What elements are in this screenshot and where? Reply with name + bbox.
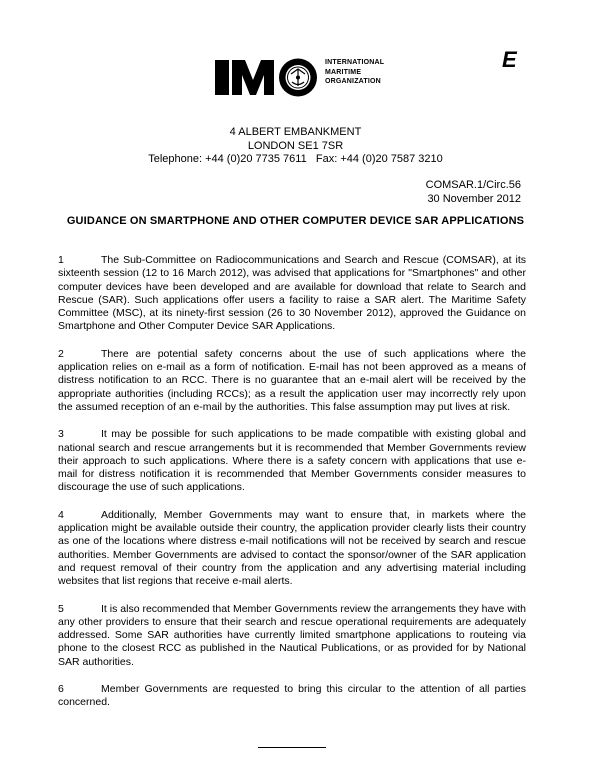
- imo-logo-mark: [215, 58, 321, 98]
- imo-logo: [215, 58, 395, 98]
- paragraph: [58, 603, 526, 669]
- paragraph: [58, 254, 526, 334]
- paragraph: [58, 683, 526, 710]
- paragraph: [58, 428, 526, 494]
- paragraph-number: 3: [58, 428, 64, 441]
- circular-code: COMSAR.1/Circ.56: [425, 179, 521, 191]
- paragraph: [58, 348, 526, 414]
- paragraph-text: It is also recommended that Member Governments review the arrangements they have with any other providers to ensure that their search and rescue operational requirements are adequately addressed. Some SAR authorities have currently limited smartphone applications to routeing via phone to the closest RCC as published in the Nautical Publications, or as provided for by National SAR authorities.: [58, 602, 526, 668]
- paragraph-text: It may be possible for such applications to be made compatible with existing global and national search and rescue arrangements but it is recommended that Member Governments review their approach to such applications. Where there is a safety concern with applications that use e-mail for distress notification it is recommended that Member Governments consider measures to discourage the use of such applications.: [58, 428, 526, 494]
- contact-line: Telephone: +44 (0)20 7735 7611 Fax: +44 (0)20 7587 3210: [148, 153, 443, 165]
- circular-date: 30 November 2012: [427, 192, 521, 205]
- paragraph-number: 6: [58, 683, 64, 696]
- org-name-line: INTERNATIONAL: [325, 59, 385, 66]
- document-title: GUIDANCE ON SMARTPHONE AND OTHER COMPUTER DEVICE SAR APPLICATIONS: [66, 215, 525, 227]
- org-name: [325, 58, 384, 87]
- org-name-line: MARITIME: [325, 68, 362, 76]
- paragraph-text: Additionally, Member Governments may want to ensure that, in markets where the application might be available outside their country, the application provider clearly lists their country as one of the locations where distress e-mail notifications will not be received by search and rescue authorities. Member Governments are advised to contact the sponsor/owner of the SAR application and request removal of their country from the application and any advertising material including websites that list regions that receive e-mail alerts.: [58, 508, 526, 588]
- paragraph-text: Member Governments are requested to bring this circular to the attention of all parties concerned.: [58, 683, 526, 709]
- document-reference: [426, 179, 521, 206]
- document-body: [58, 254, 526, 724]
- end-rule: [258, 747, 326, 748]
- paragraph-text: There are potential safety concerns about the use of such applications where the application relies on e-mail as a form of notification. E-mail has not been approved as a means of distress notification to an RCC. There is no guarantee that an e-mail alert will be received by the appropriate authorities (including RCCs); as a result the application user may incorrectly rely upon the assumed reception of an e-mail by the authorities. This false assumption may put lives at risk.: [58, 347, 526, 413]
- address-block: [0, 126, 591, 167]
- paragraph-number: 5: [58, 602, 64, 615]
- org-name-line: ORGANIZATION: [325, 78, 381, 85]
- paragraph-number: 2: [58, 347, 64, 360]
- paragraph-number: 1: [58, 254, 64, 266]
- address-line: LONDON SE1 7SR: [247, 139, 344, 152]
- paragraph-text: The Sub-Committee on Radiocommunications and Search and Rescue (COMSAR), at its sixteenth session (12 to 16 March 2012), was advised that applications for "Smartphones" and other computer devices have been developed and are available for download that relate to Search and Rescue (SAR). Such applications offer users a facility to raise a SAR alert. The Maritime Safety Committee (MSC), at its ninety-first session (26 to 30 November 2012), approved the Guidance on Smartphone and Other Computer Device SAR Applications.: [58, 254, 526, 333]
- paragraph-number: 4: [58, 508, 64, 521]
- address-line: 4 ALBERT EMBANKMENT: [229, 126, 362, 138]
- paragraph: [58, 509, 526, 589]
- language-code: E: [502, 47, 517, 72]
